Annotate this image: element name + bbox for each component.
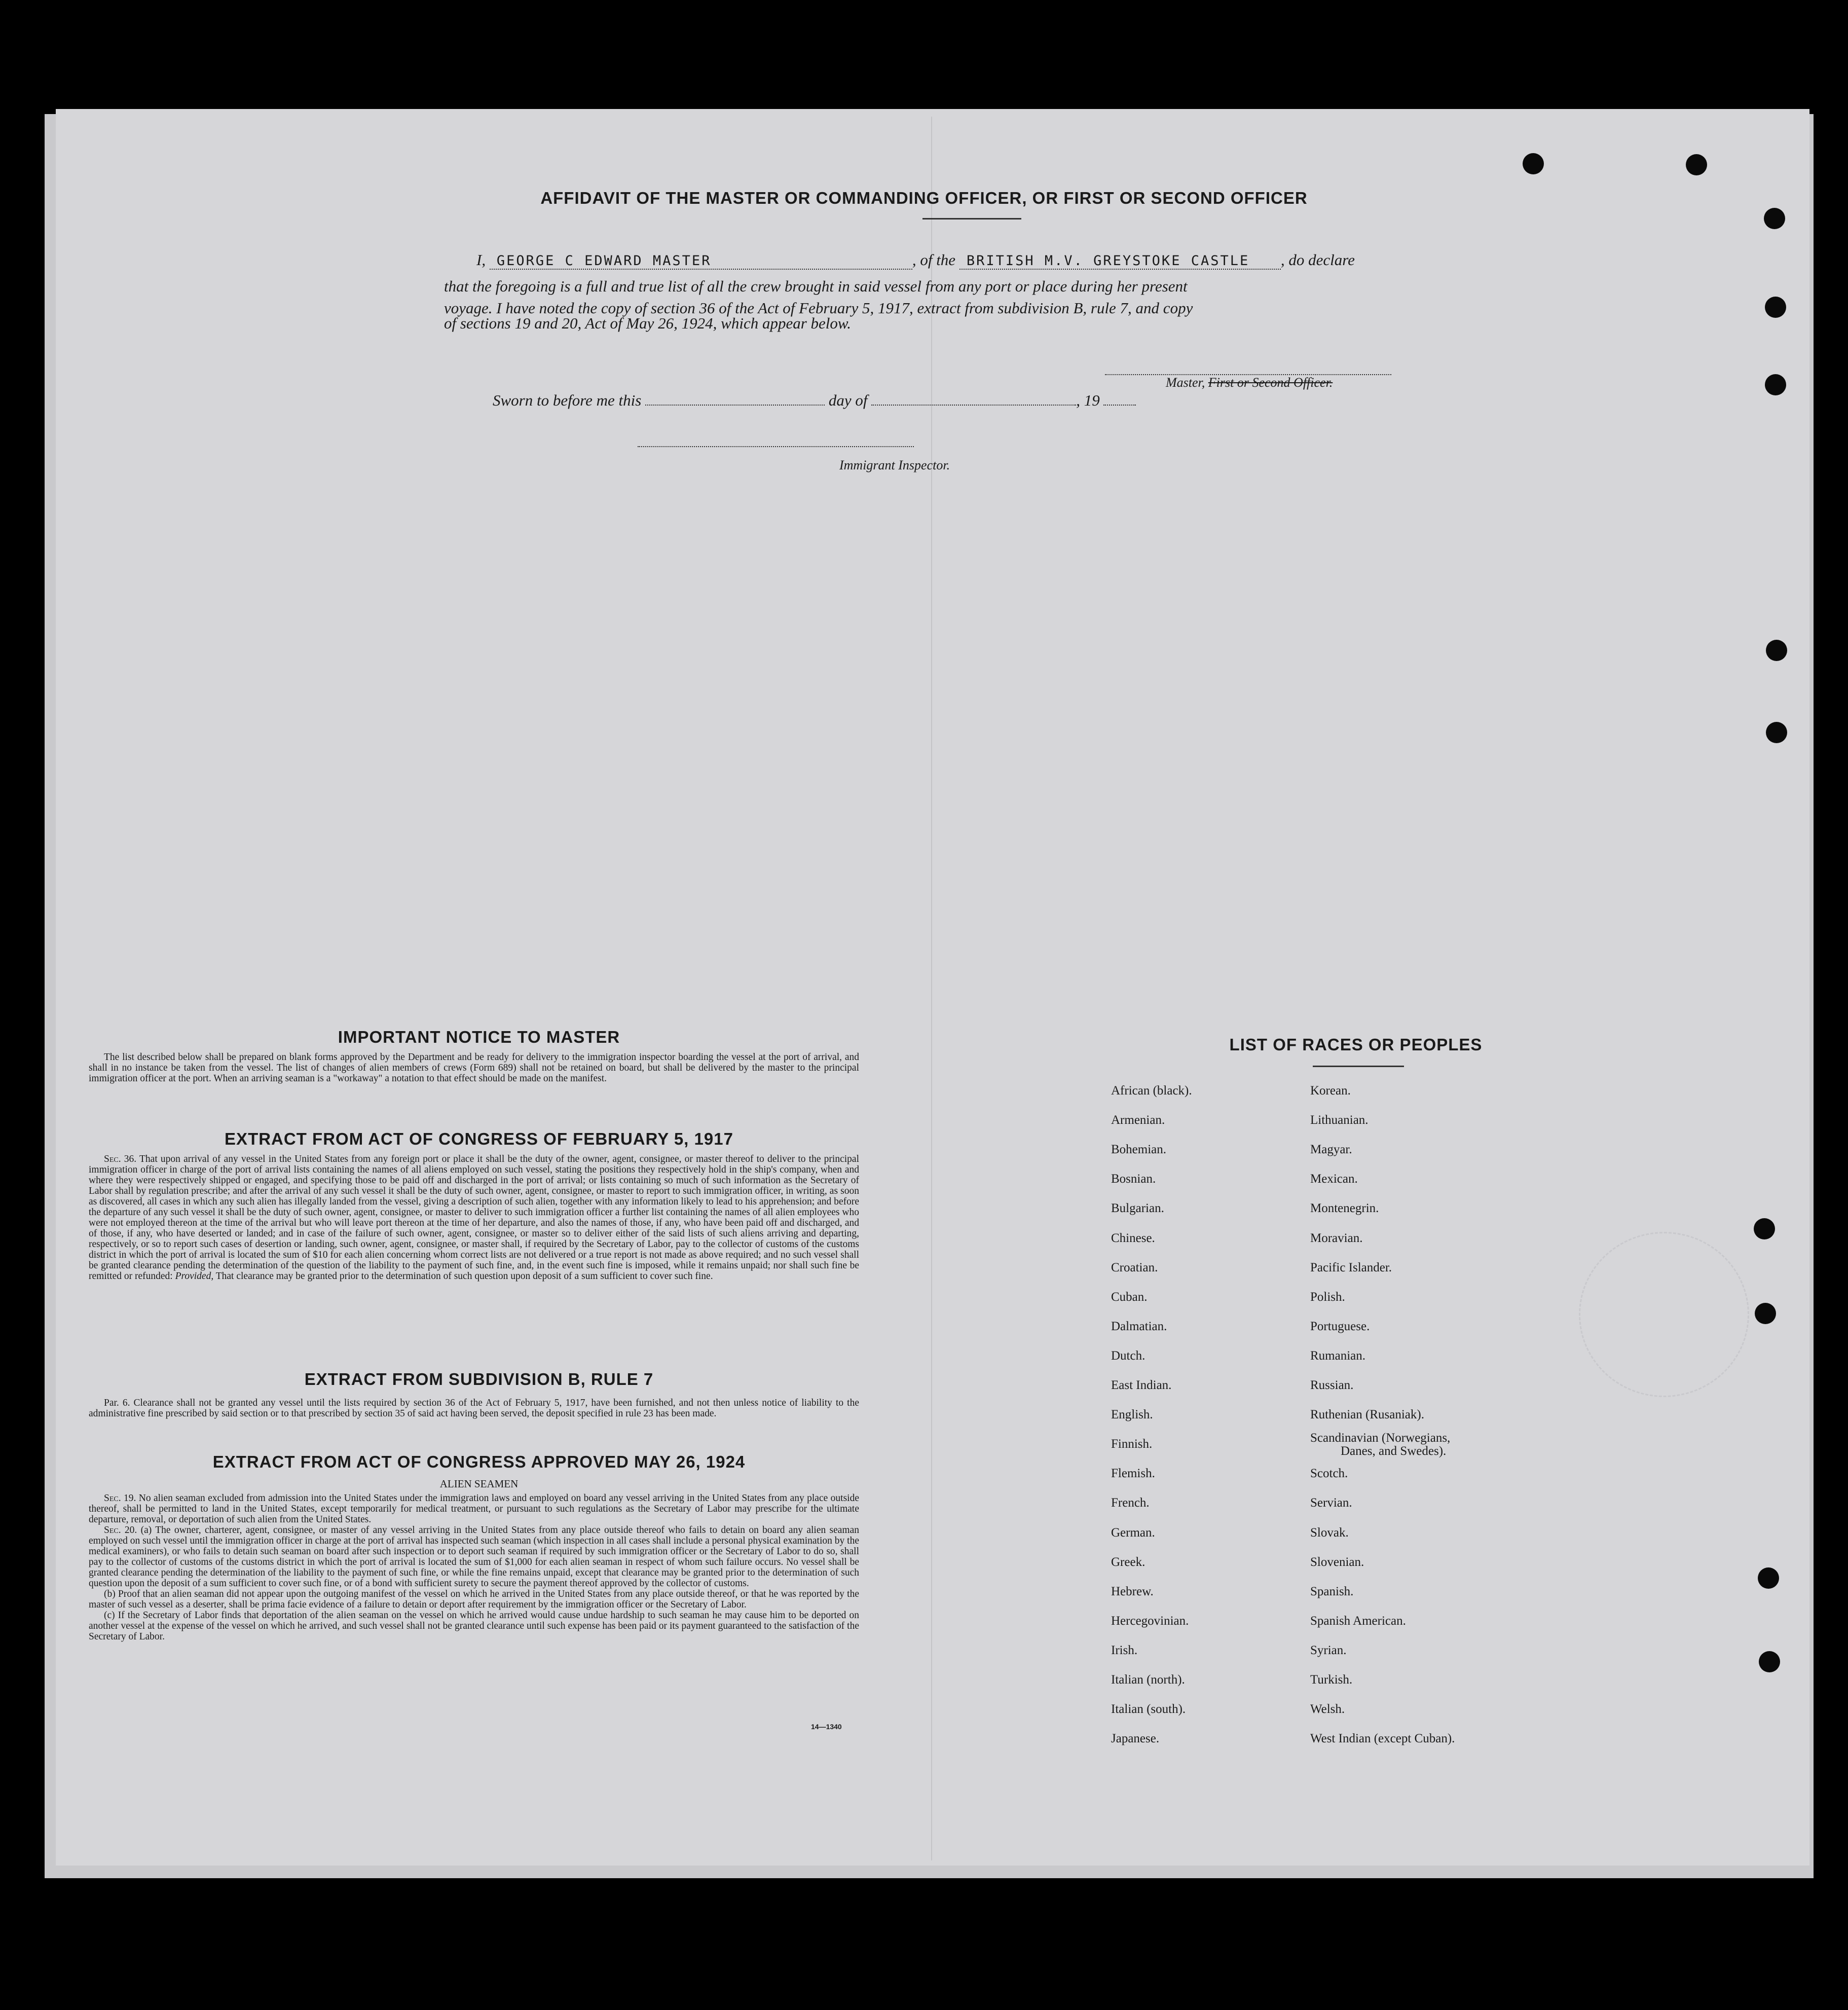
provided-word: Provided, [175,1271,214,1282]
punch-hole [1766,722,1787,743]
notice-title: IMPORTANT NOTICE TO MASTER [338,1028,620,1046]
master-label: Master, [1166,375,1205,390]
sworn-year-label: , 19 [1076,391,1100,409]
race-item: Servian. [1310,1496,1352,1510]
race-item: Irish. [1111,1643,1138,1657]
signature-label [1166,375,1333,390]
punch-hole [1759,1651,1780,1672]
race-item: Croatian. [1111,1261,1158,1274]
sworn-line [493,391,1136,410]
inspector-signature-line[interactable] [638,446,914,447]
race-item: Greek. [1111,1555,1145,1569]
rule7-text: Par. 6. Clearance shall not be granted any vessel until the lists required by section 36 of the Act of February 5, 1917, have been furnished, and not then unless notice of liability to the administrative fine prescribed by said section or to that prescribed by section 35 of said act having been served, the deposit specified in rule 23 has been made. [89,1398,859,1419]
race-item: Dutch. [1111,1349,1145,1363]
section-19-label: Sec. 19. [104,1493,136,1504]
race-item: Pacific Islander. [1310,1261,1392,1274]
race-item: Armenian. [1111,1113,1165,1127]
declaration-line-1 [476,251,1355,270]
section-20b-paragraph: (b) Proof that an alien seaman did not appear upon the outgoing manifest of the vessel on which he arrived in the United States from any place outside thereof, or that he was reported by the master of such vessel as a deserter, shall be prima facie evidence of a failure to detain or deport after requirement by the immigration officer or the Secretary of Labor. [89,1589,859,1610]
race-item: Spanish. [1310,1585,1354,1598]
race-item: Flemish. [1111,1467,1155,1480]
vessel-name-field[interactable]: BRITISH M.V. GREYSTOKE CASTLE [959,253,1281,270]
inspector-label: Immigrant Inspector. [839,458,950,472]
race-item: Scotch. [1310,1467,1348,1480]
title-underline [922,218,1021,220]
struck-officer-label: First or Second Officer. [1208,375,1333,390]
race-item: Dalmatian. [1111,1320,1167,1333]
race-item: Magyar. [1310,1143,1352,1156]
sworn-year-field[interactable] [1103,405,1136,406]
race-item: Chinese. [1111,1231,1155,1245]
race-item: Finnish. [1111,1437,1153,1451]
races-title-underline [1313,1066,1404,1067]
race-item: Moravian. [1310,1231,1363,1245]
race-item: Hercegovinian. [1111,1614,1189,1628]
sworn-prefix: Sworn to before me this [493,391,642,409]
section-36-label: Sec. 36. [104,1154,137,1164]
race-item: Bosnian. [1111,1172,1156,1186]
declaration-line-3: voyage. I have noted the copy of section 36 of the Act of February 5, 1917, extract from subdivision B, rule 7, and copy [444,299,1193,317]
race-item-continuation: Danes, and Swedes). [1341,1444,1447,1458]
race-item: Mexican. [1310,1172,1358,1186]
extract-1917-text [89,1154,859,1282]
race-item: Rumanian. [1310,1349,1366,1363]
race-item: Portuguese. [1310,1320,1370,1333]
race-item: African (black). [1111,1084,1192,1098]
section-20c-paragraph: (c) If the Secretary of Labor finds that deportation of the alien seaman on the vessel on which he arrived would cause undue hardship to such seaman he may cause him to be deported on another vessel at the expense of the vessel on which he arrived, and such vessel shall not be granted clearance until such expense has been paid or its payment guaranteed to the satisfaction of the Secretary of Labor. [89,1610,859,1642]
race-item: Scandinavian (Norwegians, [1310,1431,1451,1445]
race-item: Russian. [1310,1378,1354,1392]
race-item: Turkish. [1310,1673,1353,1687]
punch-hole [1765,374,1786,395]
race-item: Italian (north). [1111,1673,1185,1687]
race-item: East Indian. [1111,1378,1172,1392]
sworn-month-field[interactable] [871,405,1076,406]
race-item: West Indian (except Cuban). [1310,1732,1455,1745]
race-item: Bohemian. [1111,1143,1167,1156]
section-19-paragraph [89,1493,859,1525]
extract-1917-title: EXTRACT FROM ACT OF CONGRESS OF FEBRUARY 5, 1917 [225,1129,733,1148]
race-item: Montenegrin. [1310,1201,1379,1215]
master-name-field[interactable]: GEORGE C EDWARD MASTER [490,253,912,270]
extract-1924-text [89,1493,859,1642]
race-item: Syrian. [1310,1643,1347,1657]
declaration-line-2: that the foregoing is a full and true list of all the crew brought in said vessel from any port or place during her present [444,277,1188,295]
race-item: Lithuanian. [1310,1113,1369,1127]
section-36-end: That clearance may be granted prior to the determination of such question upon deposit of a sum sufficient to cover such fine. [215,1271,713,1282]
rule7-title: EXTRACT FROM SUBDIVISION B, RULE 7 [304,1370,654,1388]
of-the-text: , of the [912,251,956,269]
race-item: Italian (south). [1111,1702,1186,1716]
declaration-line-4: of sections 19 and 20, Act of May 26, 1924, which appear below. [444,314,852,332]
punch-hole [1765,297,1786,318]
race-item: Welsh. [1310,1702,1345,1716]
race-item: Slovenian. [1310,1555,1364,1569]
section-36-body: That upon arrival of any vessel in the United States from any foreign port or place it shall be the duty of the owner, agent, consignee, or master thereof to deliver to the principal immigration officer in charge of the port of arrival lists containing the names of all aliens employed on such vessel, stating the positions they respectively hold in the ship's company, when and where they were respectively shipped or engaged, and specifying those to be paid off and discharged in the port of arrival; or lists containing so much of such information as the Secretary of Labor shall by regulation prescribe; and after the arrival of any such vessel it shall be the duty of such owner, agent, consignee, or master to report to such immigration officer, in writing, as soon as discovered, all cases in which any such alien has illegally landed from the vessel, giving a description of such alien, together with any information likely to lead to his apprehension; and before the departure of any such vessel it shall be the duty of such owner, agent, consignee, or master to deliver to such immigration officer a further list containing the names of all alien employees who were not employed thereon at the time of the arrival but who will leave port thereon at the time of her departure, and also the names of those, if any, who have been paid off and discharged, and of those, if any, who have deserted or landed; and in case of the failure of such owner, agent, consignee, or master so to deliver either of the said lists of such aliens arriving and departing, respectively, or so to report such cases of desertion or landing, such owner, agent, consignee, or master shall, if required by the Secretary of Labor, pay to the collector of customs of the customs district in which the port of arrival is located the sum of $10 for each alien concerning whom correct lists are not delivered or a true report is not made as above required; and no such vessel shall be granted clearance pending the determination of the question of the liability to the payment of such fine, and, in the event such fine is imposed, while it remains unpaid; nor shall such fine be remitted or refunded: [89,1154,859,1282]
form-number: 14—1340 [811,1723,842,1731]
sworn-day-label: day of [828,391,868,409]
punch-hole [1758,1567,1779,1589]
race-item: Slovak. [1310,1526,1349,1540]
section-20a-paragraph [89,1525,859,1589]
punch-hole [1754,1218,1775,1239]
extract-1924-title: EXTRACT FROM ACT OF CONGRESS APPROVED MAY 26, 1924 [212,1452,746,1471]
race-item: Japanese. [1111,1732,1160,1745]
races-title: LIST OF RACES OR PEOPLES [1229,1035,1483,1054]
race-item: Cuban. [1111,1290,1148,1304]
alien-seamen-heading: ALIEN SEAMEN [439,1478,519,1490]
section-20a-body: (a) The owner, charterer, agent, consignee, or master of any vessel arriving in the United States from any place outside thereof who fails to detain on board any alien seaman employed on such vessel until the immigration officer in charge at the port of arrival has inspected such seaman (which inspection in all cases shall include a personal physical examination by the medical examiners), or who fails to detain such seaman on board after such inspection or to deport such seaman if required by such immigration officer or the Secretary of Labor to do so, shall pay to the collector of customs of the customs district in which the port of arrival is located the sum of $1,000 for each alien seaman in respect of whom such failure occurs. No vessel shall be granted clearance pending the determination of the liability to the payment of such fine, or while the fine remains unpaid, except that clearance may be granted prior to the determination of such question upon the deposit of a sum sufficient to cover such fine, or of a bond with sufficient surety to secure the payment thereof approved by the collector of customs. [89,1525,859,1589]
affidavit-title: AFFIDAVIT OF THE MASTER OR COMMANDING OFFICER, OR FIRST OR SECOND OFFICER [540,189,1308,207]
sworn-day-field[interactable] [645,405,825,406]
section-20-label: Sec. 20. [104,1525,137,1536]
punch-hole [1755,1303,1776,1324]
section-19-body: No alien seaman excluded from admission into the United States under the immigration laws and employed on board any vessel arriving in the United States from any place outside thereof, shall be permitted to land in the United States, except temporarily for medical treatment, or pursuant to such regulations as the Secretary of Labor may prescribe for the ultimate departure, removal, or deportation of such alien from the United States. [89,1493,859,1525]
punch-hole [1523,153,1544,174]
race-item: Polish. [1310,1290,1345,1304]
race-item: English. [1111,1408,1153,1421]
race-item: Hebrew. [1111,1585,1154,1598]
race-item: Korean. [1310,1084,1351,1098]
race-item: French. [1111,1496,1150,1510]
race-item: German. [1111,1526,1155,1540]
punch-hole [1764,208,1785,229]
faded-seal-stamp [1579,1232,1749,1397]
race-item: Bulgarian. [1111,1201,1164,1215]
declaration-prefix: I, [476,251,486,269]
race-item: Ruthenian (Rusaniak). [1310,1408,1424,1421]
notice-text: The list described below shall be prepared on blank forms approved by the Department and be ready for delivery to the immigration inspector boarding the vessel at the port of arrival, and shall in no instance be taken from the vessel. The list of changes of alien members of crews (Form 689) shall not be retained on board, but shall be delivered by the master to the principal immigration officer at the port. When an arriving seaman is a "workaway" a notation to that effect should be made on the manifest. [89,1052,859,1084]
punch-hole [1686,154,1707,175]
race-item: Spanish American. [1310,1614,1406,1628]
punch-hole [1766,640,1787,661]
fold-line [931,117,932,1860]
do-declare-text: , do declare [1280,251,1355,269]
